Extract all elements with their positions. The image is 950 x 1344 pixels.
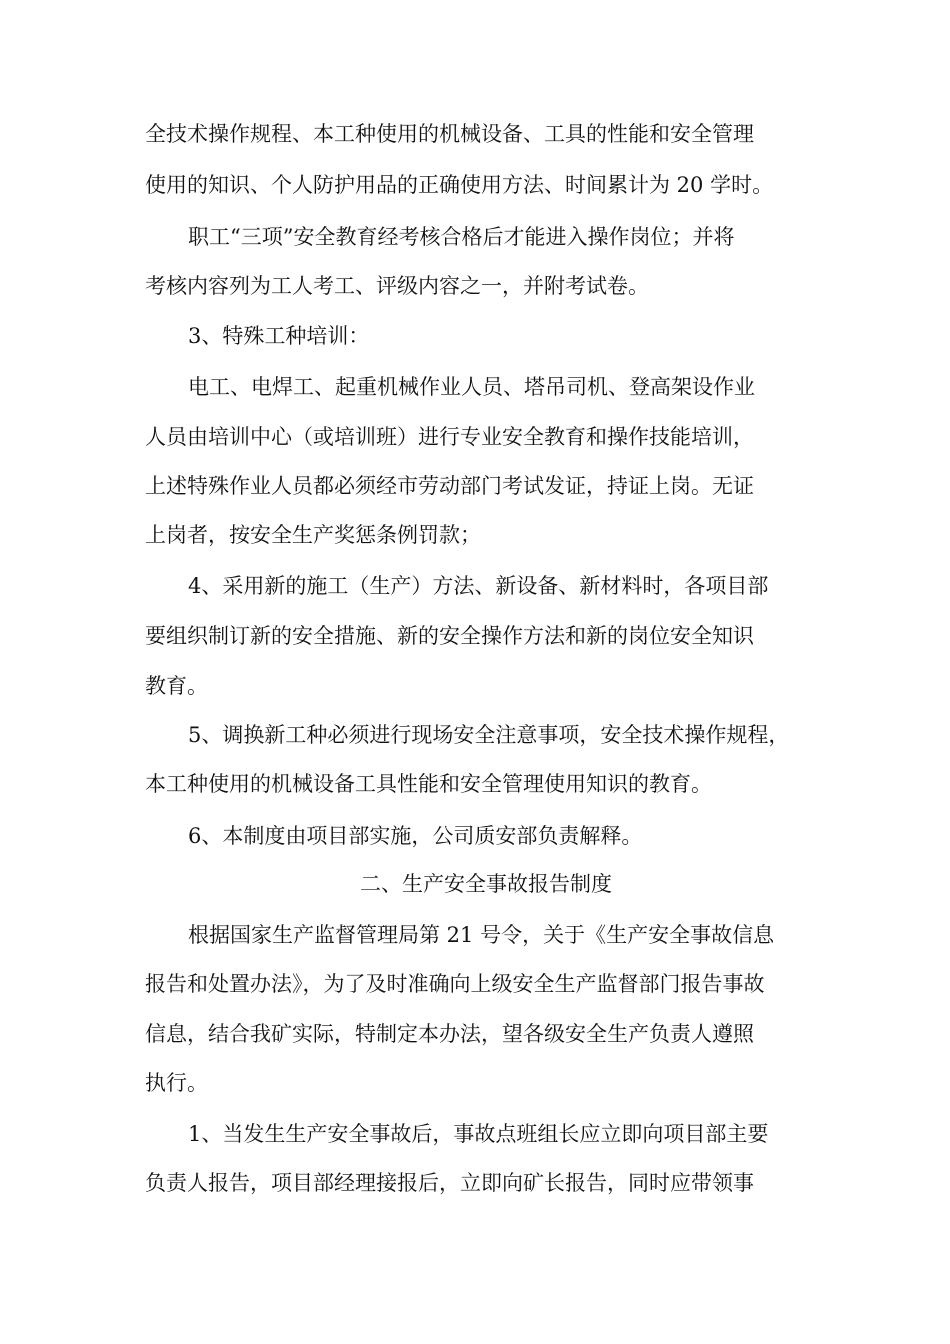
paragraph-line: 使用的知识、个人防护用品的正确使用方法、时间累计为 20 学时。 xyxy=(145,173,774,197)
paragraph-line: 考核内容列为工人考工、评级内容之一，并附考试卷。 xyxy=(145,274,649,298)
section-title: 二、生产安全事故报告制度 xyxy=(360,872,612,896)
section-heading: 3、特殊工种培训： xyxy=(188,324,370,348)
paragraph-line: 6、本制度由项目部实施，公司质安部负责解释。 xyxy=(188,824,643,848)
paragraph-line: 报告和处置办法》，为了及时准确向上级安全生产监督部门报告事故 xyxy=(145,972,765,996)
paragraph-line: 上述特殊作业人员都必须经市劳动部门考试发证，持证上岗。无证 xyxy=(145,474,754,498)
paragraph-line: 人员由培训中心（或培训班）进行专业安全教育和操作技能培训， xyxy=(145,425,754,449)
paragraph-line: 本工种使用的机械设备工具性能和安全管理使用知识的教育。 xyxy=(145,772,712,796)
paragraph-line: 全技术操作规程、本工种使用的机械设备、工具的性能和安全管理 xyxy=(145,122,754,146)
paragraph-line: 1、当发生生产安全事故后，事故点班组长应立即向项目部主要 xyxy=(188,1122,769,1146)
paragraph-line: 职工“三项”安全教育经考核合格后才能进入操作岗位；并将 xyxy=(188,225,735,249)
paragraph-line: 执行。 xyxy=(145,1071,208,1095)
paragraph-line: 电工、电焊工、起重机械作业人员、塔吊司机、登高架设作业 xyxy=(188,375,755,399)
paragraph-line: 负责人报告，项目部经理接报后，立即向矿长报告，同时应带领事 xyxy=(145,1171,754,1195)
paragraph-line: 要组织制订新的安全措施、新的安全操作方法和新的岗位安全知识 xyxy=(145,624,754,648)
paragraph-line: 4、采用新的施工（生产）方法、新设备、新材料时，各项目部 xyxy=(188,574,769,598)
paragraph-line: 上岗者，按安全生产奖惩条例罚款； xyxy=(145,523,481,547)
paragraph-line: 根据国家生产监督管理局第 21 号令，关于《生产安全事故信息 xyxy=(188,923,775,947)
paragraph-line: 教育。 xyxy=(145,674,208,698)
paragraph-line: 5、调换新工种必须进行现场安全注意事项，安全技术操作规程， xyxy=(188,723,790,747)
paragraph-line: 信息，结合我矿实际，特制定本办法，望各级安全生产负责人遵照 xyxy=(145,1022,754,1046)
